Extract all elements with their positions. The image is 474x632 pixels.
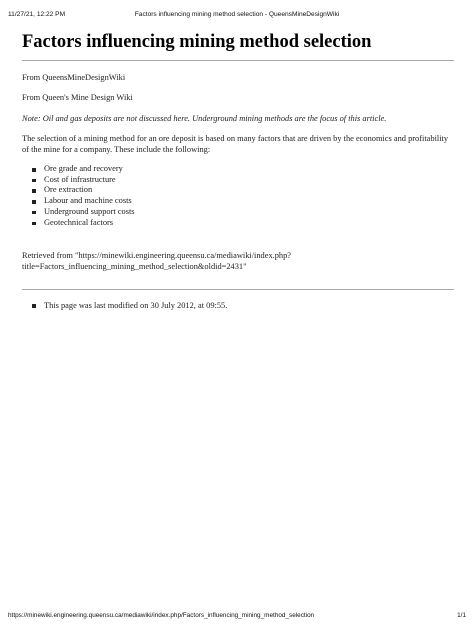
print-url: https://minewiki.engineering.queensu.ca/mediawiki/index.php/Factors_influencing_mining_method_selection	[8, 612, 315, 619]
retrieved-from	[22, 250, 454, 272]
last-modified-item	[44, 300, 454, 311]
list-item-text: Underground support costs	[44, 206, 135, 216]
list-item	[44, 175, 454, 186]
list-item	[44, 164, 454, 175]
site-subtitle-2: From Queen's Mine Design Wiki	[22, 93, 133, 102]
site-subtitle: From QueensMineDesignWiki	[22, 73, 126, 82]
retrieved-line-2: title=Factors_influencing_mining_method_selection&oldid=2431"	[22, 262, 247, 272]
bullet-icon	[32, 200, 36, 204]
list-item	[44, 207, 454, 218]
divider	[22, 289, 454, 290]
bullet-icon	[32, 189, 36, 193]
bullet-icon	[32, 211, 36, 215]
list-item-text: Cost of infrastructure	[44, 174, 116, 184]
bullet-icon	[32, 222, 36, 226]
list-item-text: Ore extraction	[44, 185, 93, 195]
print-datetime: 11/27/21, 12:22 PM	[8, 11, 66, 18]
list-item	[44, 185, 454, 196]
list-item	[44, 196, 454, 207]
list-item-text: Geotechnical factors	[44, 217, 114, 227]
list-item-text: Ore grade and recovery	[44, 164, 123, 173]
footer-info-list	[22, 300, 454, 311]
bullet-icon	[32, 168, 36, 172]
factors-list	[22, 164, 454, 228]
retrieved-line-1: Retrieved from "https://minewiki.engineering.queensu.ca/mediawiki/index.php?	[22, 251, 292, 261]
article-note: Note: Oil and gas deposits are not discussed here. Underground mining methods are the focus of this article.	[22, 114, 387, 123]
bullet-icon	[32, 179, 36, 183]
last-modified-text: This page was last modified on 30 July 2012, at 09:55.	[44, 301, 228, 311]
list-item	[44, 218, 454, 229]
article	[22, 32, 454, 311]
bullet-icon	[32, 304, 36, 308]
page-title: Factors influencing mining method selection	[22, 32, 454, 61]
page-number: 1/1	[457, 612, 466, 619]
intro-paragraph: The selection of a mining method for an ore deposit is based on many factors that are driven by the economics and profitability of the mine for a company. These include the following:	[22, 134, 449, 154]
list-item-text: Labour and machine costs	[44, 196, 132, 206]
print-doc-title: Factors influencing mining method selection - QueensMineDesignWiki	[134, 11, 340, 18]
